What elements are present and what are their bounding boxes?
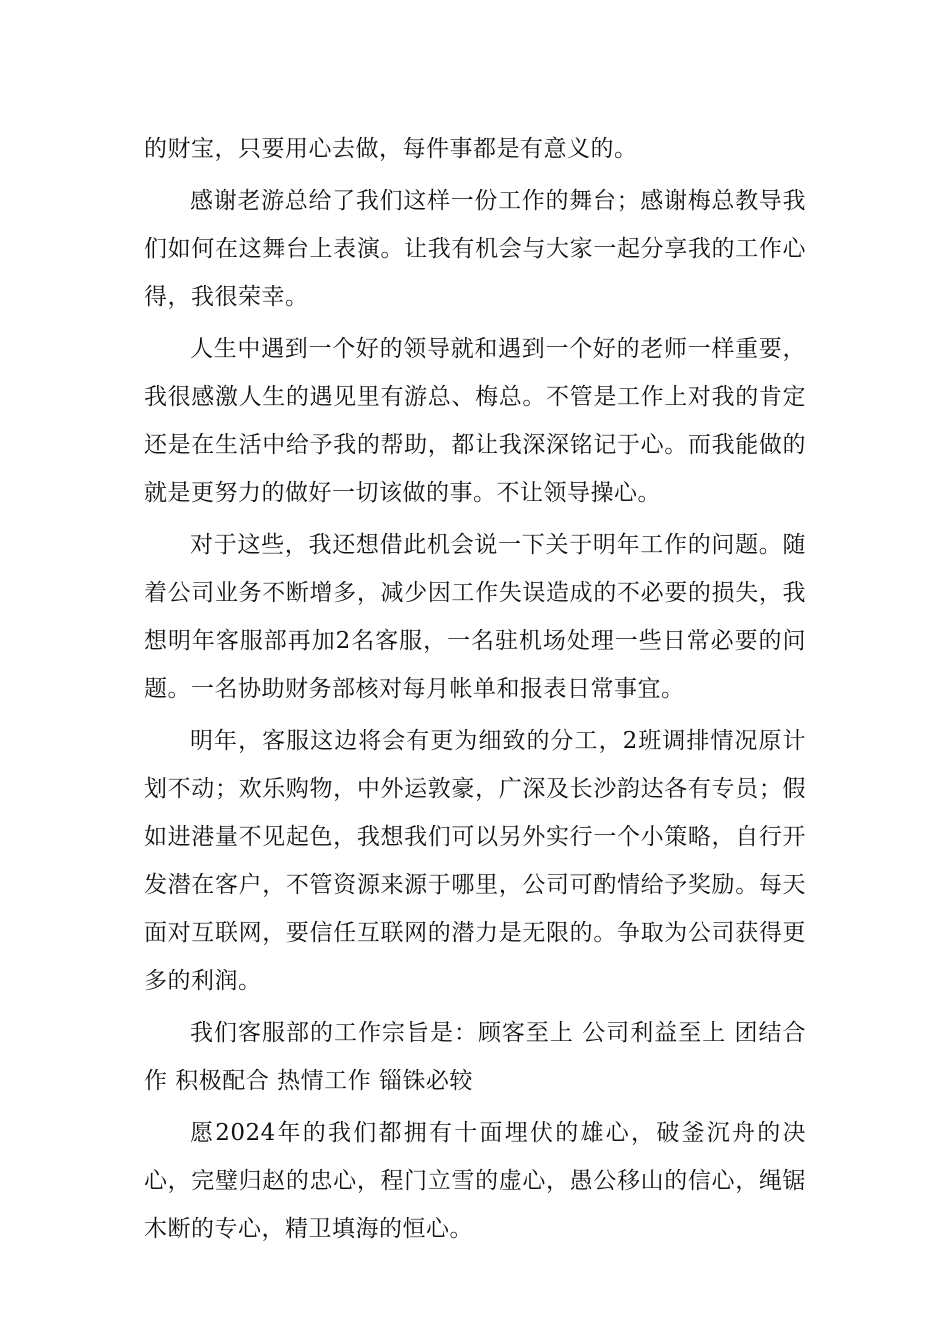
paragraph-department-motto: 我们客服部的工作宗旨是：顾客至上 公司利益至上 团结合作 积极配合 热情工作 锱铢必较 [144, 1020, 806, 1094]
paragraph-leadership: 人生中遇到一个好的领导就和遇到一个好的老师一样重要，我很感激人生的遇见里有游总、梅总。不管是工作上对我的肯定还是在生活中给予我的帮助，都让我深深铭记于心。而我能做的就是更努力的做好一切该做的事。不让领导操心。 [144, 336, 806, 506]
paragraph-thanks: 感谢老游总给了我们这样一份工作的舞台；感谢梅总教导我们如何在这舞台上表演。让我有机会与大家一起分享我的工作心得，我很荣幸。 [144, 188, 806, 310]
document-body [144, 125, 806, 1257]
paragraph-wishes: 愿2024年的我们都拥有十面埋伏的雄心，破釜沉舟的决心，完璧归赵的忠心，程门立雪的虚心，愚公移山的信心，绳锯木断的专心，精卫填海的恒心。 [144, 1120, 806, 1242]
paragraph-next-year-plan: 对于这些，我还想借此机会说一下关于明年工作的问题。随着公司业务不断增多，减少因工作失误造成的不必要的损失，我想明年客服部再加2名客服，一名驻机场处理一些日常必要的问题。一名协助财务部核对每月帐单和报表日常事宜。 [144, 532, 806, 702]
paragraph-division-of-work: 明年，客服这边将会有更为细致的分工，2班调排情况原计划不动；欢乐购物，中外运敦豪，广深及长沙韵达各有专员；假如进港量不见起色，我想我们可以另外实行一个小策略，自行开发潜在客户，不管资源来源于哪里，公司可酌情给予奖励。每天面对互联网，要信任互联网的潜力是无限的。争取为公司获得更多的利润。 [144, 728, 806, 994]
paragraph-continuation: 的财宝，只要用心去做，每件事都是有意义的。 [144, 136, 638, 162]
